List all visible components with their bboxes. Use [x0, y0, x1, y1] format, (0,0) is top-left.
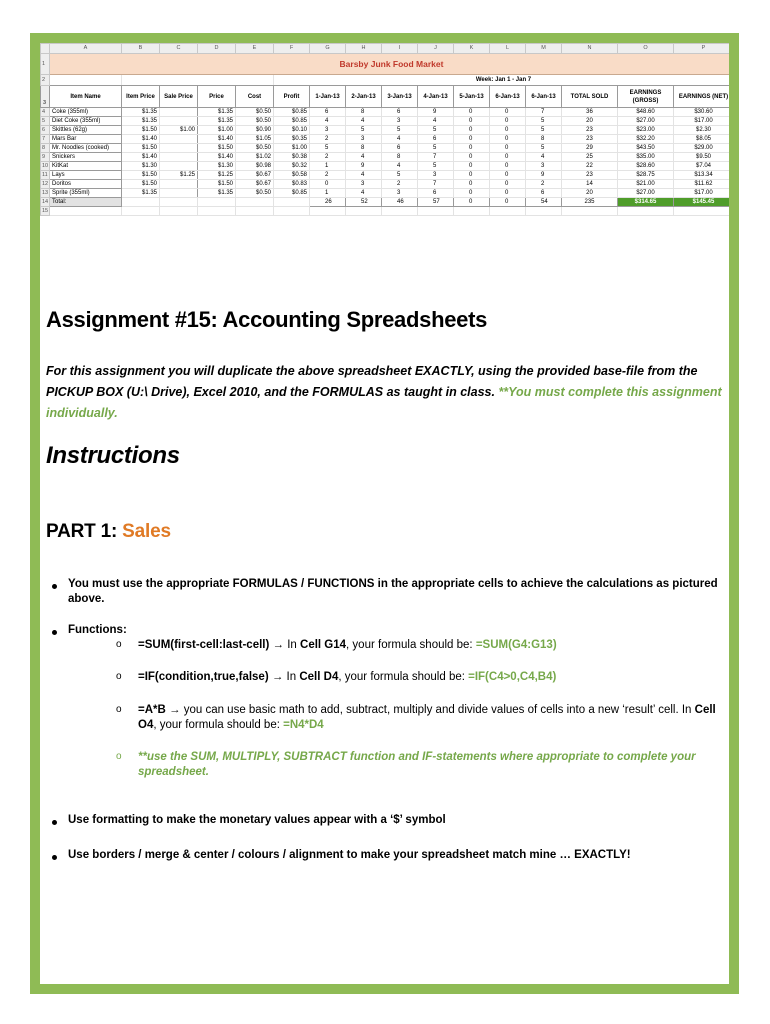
cell[interactable]	[160, 189, 198, 198]
total-cell[interactable]: 235	[562, 198, 618, 207]
cell[interactable]: 0	[454, 144, 490, 153]
cell[interactable]: 22	[562, 162, 618, 171]
total-cell[interactable]: 26	[310, 198, 346, 207]
row-number[interactable]: 7	[41, 135, 50, 144]
cell[interactable]: 5	[526, 144, 562, 153]
total-row	[41, 198, 734, 207]
cell[interactable]	[618, 207, 674, 216]
empty-row	[41, 207, 734, 216]
cell[interactable]: 8	[382, 153, 418, 162]
cell[interactable]: 4	[310, 117, 346, 126]
cell[interactable]: 0	[454, 126, 490, 135]
cell[interactable]: 6	[310, 108, 346, 117]
sheet-title: Barsby Junk Food Market	[50, 54, 734, 75]
cell[interactable]: $1.40	[198, 135, 236, 144]
instructions-heading: Instructions	[46, 442, 180, 469]
cell[interactable]	[160, 108, 198, 117]
cell[interactable]: 2	[526, 180, 562, 189]
cell[interactable]	[160, 162, 198, 171]
cell[interactable]: $35.00	[618, 153, 674, 162]
cell[interactable]: 0	[454, 153, 490, 162]
cell[interactable]: $0.90	[236, 126, 274, 135]
cell[interactable]: 2	[310, 171, 346, 180]
row-number[interactable]: 6	[41, 126, 50, 135]
column-letter[interactable]: H	[346, 44, 382, 54]
cell[interactable]: 4	[346, 171, 382, 180]
cell[interactable]	[236, 207, 274, 216]
cell[interactable]: $1.50	[122, 126, 160, 135]
column-header-row	[41, 44, 734, 54]
cell[interactable]: 9	[346, 162, 382, 171]
column-letter[interactable]: N	[562, 44, 618, 54]
cell[interactable]: $0.35	[274, 135, 310, 144]
cell[interactable]: 4	[382, 162, 418, 171]
cell[interactable]: $1.50	[198, 144, 236, 153]
column-letter[interactable]: A	[50, 44, 122, 54]
cell[interactable]: $1.35	[122, 189, 160, 198]
total-label[interactable]: Total:	[50, 198, 122, 207]
spreadsheet	[40, 43, 729, 216]
cell[interactable]: $0.85	[274, 189, 310, 198]
cell[interactable]: 1	[310, 189, 346, 198]
cell[interactable]: 0	[490, 135, 526, 144]
header-cell[interactable]: Sale Price	[160, 86, 198, 108]
cell[interactable]: 3	[346, 135, 382, 144]
bullet-dot	[52, 820, 57, 825]
cell[interactable]: 6	[418, 189, 454, 198]
cell[interactable]: 5	[310, 144, 346, 153]
week-label: Week: Jan 1 - Jan 7	[274, 75, 734, 86]
row-number[interactable]: 13	[42, 190, 49, 196]
sub-sum: =SUM(first-cell:last-cell) → In Cell G14, your formula should be: =SUM(G4:G13)	[138, 639, 557, 651]
cell[interactable]: 6	[382, 144, 418, 153]
cell[interactable]: $1.25	[160, 171, 198, 180]
cell[interactable]: 0	[490, 144, 526, 153]
data-row	[41, 162, 734, 171]
cell[interactable]: Snickers	[50, 153, 122, 162]
column-letter[interactable]: D	[198, 44, 236, 54]
sub-marker: o	[116, 704, 122, 715]
data-row	[41, 135, 734, 144]
row-number[interactable]: 9	[41, 153, 50, 162]
cell[interactable]: $0.83	[274, 180, 310, 189]
cell[interactable]: 25	[562, 153, 618, 162]
cell[interactable]: 8	[346, 108, 382, 117]
cell[interactable]: $1.02	[236, 153, 274, 162]
cell[interactable]: 5	[382, 126, 418, 135]
cell[interactable]: 0	[490, 117, 526, 126]
cell[interactable]	[346, 207, 382, 216]
cell[interactable]: 0	[454, 171, 490, 180]
cell[interactable]: $1.30	[122, 162, 160, 171]
cell[interactable]: 0	[454, 162, 490, 171]
data-row	[41, 126, 734, 135]
cell[interactable]: $7.04	[674, 162, 734, 171]
cell[interactable]: 0	[454, 135, 490, 144]
part-heading	[46, 521, 171, 543]
header-cell[interactable]: 5-Jan-13	[454, 86, 490, 108]
cell[interactable]: $1.35	[198, 117, 236, 126]
total-cell[interactable]: 54	[526, 198, 562, 207]
cell[interactable]	[160, 207, 198, 216]
cell[interactable]: 1	[310, 162, 346, 171]
cell[interactable]: 5	[382, 171, 418, 180]
row-number[interactable]: 15	[42, 208, 49, 214]
cell[interactable]	[674, 207, 734, 216]
header-cell[interactable]: EARNINGS (NET)	[674, 86, 734, 108]
cell[interactable]: 3	[418, 171, 454, 180]
cell[interactable]: 4	[382, 135, 418, 144]
column-letter[interactable]: K	[454, 44, 490, 54]
data-row	[41, 171, 734, 180]
column-letter[interactable]: O	[618, 44, 674, 54]
cell[interactable]: $0.50	[236, 108, 274, 117]
cell[interactable]: 20	[562, 189, 618, 198]
cell[interactable]: 0	[490, 126, 526, 135]
cell[interactable]: $0.67	[236, 171, 274, 180]
bullet-dot	[52, 584, 57, 589]
column-letter[interactable]: G	[310, 44, 346, 54]
cell[interactable]: $0.85	[274, 117, 310, 126]
page-frame	[30, 33, 739, 994]
header-cell[interactable]: 3-Jan-13	[382, 86, 418, 108]
cell[interactable]	[122, 207, 160, 216]
cell[interactable]: $1.00	[160, 126, 198, 135]
assignment-heading: Assignment #15: Accounting Spreadsheets	[46, 307, 488, 332]
cell[interactable]: $48.60	[618, 108, 674, 117]
cell[interactable]: 7	[526, 108, 562, 117]
row-number[interactable]: 4	[41, 108, 50, 117]
week-row: 2 Week: Jan 1 - Jan 7	[41, 75, 734, 86]
bullet-functions: Functions:	[68, 624, 127, 636]
column-letter[interactable]: L	[490, 44, 526, 54]
cell[interactable]: $1.40	[122, 153, 160, 162]
cell[interactable]: $28.75	[618, 171, 674, 180]
cell[interactable]: 14	[562, 180, 618, 189]
header-cell[interactable]: Cost	[236, 86, 274, 108]
data-row	[41, 144, 734, 153]
cell[interactable]: $0.32	[274, 162, 310, 171]
cell[interactable]: $1.35	[122, 108, 160, 117]
cell[interactable]: 0	[490, 171, 526, 180]
cell[interactable]: 3	[382, 117, 418, 126]
cell[interactable]: $0.98	[236, 162, 274, 171]
sub-marker: o	[116, 639, 122, 650]
cell[interactable]: $27.00	[618, 117, 674, 126]
cell[interactable]: $17.00	[674, 117, 734, 126]
cell[interactable]: $1.35	[122, 117, 160, 126]
cell[interactable]	[236, 198, 274, 207]
cell[interactable]: $1.40	[122, 135, 160, 144]
header-cell[interactable]: Profit	[274, 86, 310, 108]
row-number[interactable]: 12	[42, 181, 49, 187]
cell[interactable]: $23.00	[618, 126, 674, 135]
cell[interactable]	[160, 117, 198, 126]
cell[interactable]: 3	[346, 180, 382, 189]
bullet-formulas: You must use the appropriate FORMULAS / FUNCTIONS in the appropriate cells to achieve the calculations as pictured above.	[68, 578, 718, 605]
cell[interactable]: 6	[382, 108, 418, 117]
column-letter[interactable]: E	[236, 44, 274, 54]
cell[interactable]: 0	[490, 189, 526, 198]
cell[interactable]: 5	[418, 126, 454, 135]
part-sales: Sales	[122, 521, 171, 542]
cell[interactable]: $29.00	[674, 144, 734, 153]
cell[interactable]: Sprite (355ml)	[50, 189, 122, 198]
cell[interactable]: 23	[562, 171, 618, 180]
cell[interactable]	[274, 198, 310, 207]
cell[interactable]	[160, 198, 198, 207]
header-cell[interactable]: 6-Jan-13	[526, 86, 562, 108]
row-number[interactable]: 10	[42, 163, 49, 169]
data-row	[41, 189, 734, 198]
data-row	[41, 117, 734, 126]
title-row: 1 Barsby Junk Food Market	[41, 54, 734, 75]
cell[interactable]	[562, 207, 618, 216]
cell[interactable]: 5	[526, 117, 562, 126]
cell[interactable]: 20	[562, 117, 618, 126]
cell[interactable]: $43.50	[618, 144, 674, 153]
sub-marker: o	[116, 671, 122, 682]
column-letter[interactable]: J	[418, 44, 454, 54]
total-cell[interactable]: $145.45	[674, 198, 734, 207]
cell[interactable]: $8.05	[674, 135, 734, 144]
cell[interactable]: 5	[346, 126, 382, 135]
cell[interactable]: $30.60	[674, 108, 734, 117]
header-cell[interactable]: TOTAL SOLD	[562, 86, 618, 108]
cell[interactable]: 5	[418, 162, 454, 171]
cell[interactable]: KitKat	[50, 162, 122, 171]
cell[interactable]: 6	[418, 135, 454, 144]
cell[interactable]: $32.20	[618, 135, 674, 144]
bullet-dot	[52, 630, 57, 635]
header-cell[interactable]: 1-Jan-13	[310, 86, 346, 108]
cell[interactable]: 6	[526, 189, 562, 198]
column-letter[interactable]: F	[274, 44, 310, 54]
cell[interactable]: Doritos	[50, 180, 122, 189]
cell[interactable]: 4	[526, 153, 562, 162]
row-number[interactable]: 11	[42, 172, 48, 178]
header-cell[interactable]: 4-Jan-13	[418, 86, 454, 108]
cell[interactable]: 5	[418, 144, 454, 153]
header-cell[interactable]: Price	[198, 86, 236, 108]
cell[interactable]: Diet Coke (355ml)	[50, 117, 122, 126]
cell[interactable]: $9.50	[674, 153, 734, 162]
cell[interactable]: $1.30	[198, 162, 236, 171]
cell[interactable]	[50, 207, 122, 216]
sub-if: =IF(condition,true,false) → In Cell D4, your formula should be: =IF(C4>0,C4,B4)	[138, 671, 557, 683]
cell[interactable]: 4	[346, 189, 382, 198]
cell[interactable]	[160, 144, 198, 153]
cell[interactable]: 0	[310, 180, 346, 189]
intro-paragraph	[46, 361, 730, 424]
row-number[interactable]: 14	[42, 199, 49, 205]
cell[interactable]: $1.50	[122, 144, 160, 153]
total-cell[interactable]: $314.65	[618, 198, 674, 207]
cell[interactable]: 9	[418, 108, 454, 117]
cell[interactable]: 2	[310, 153, 346, 162]
cell[interactable]: 23	[562, 126, 618, 135]
cell[interactable]: 0	[454, 180, 490, 189]
sub-marker: o	[116, 751, 122, 762]
cell[interactable]	[454, 207, 490, 216]
column-letter[interactable]: M	[526, 44, 562, 54]
cell[interactable]: $28.60	[618, 162, 674, 171]
total-cell[interactable]: 46	[382, 198, 418, 207]
row-number[interactable]: 8	[41, 144, 50, 153]
cell[interactable]: 0	[490, 162, 526, 171]
cell[interactable]	[418, 207, 454, 216]
cell[interactable]: 2	[310, 135, 346, 144]
cell[interactable]: $27.00	[618, 189, 674, 198]
cell[interactable]	[526, 207, 562, 216]
cell[interactable]: $0.58	[274, 171, 310, 180]
bullet-formatting: Use formatting to make the monetary values appear with a ‘$’ symbol	[68, 814, 446, 826]
cell[interactable]: 4	[418, 117, 454, 126]
data-row	[41, 153, 734, 162]
cell[interactable]	[160, 153, 198, 162]
header-cell[interactable]: Item Price	[122, 86, 160, 108]
cell[interactable]: $1.35	[198, 189, 236, 198]
cell[interactable]: Mars Bar	[50, 135, 122, 144]
cell[interactable]: 3	[310, 126, 346, 135]
cell[interactable]	[160, 180, 198, 189]
sub-note: **use the SUM, MULTIPLY, SUBTRACT function and IF-statements where appropriate to complete your spreadsheet.	[138, 751, 696, 778]
cell[interactable]: 7	[418, 153, 454, 162]
cell[interactable]: 0	[490, 108, 526, 117]
cell[interactable]: 29	[562, 144, 618, 153]
data-row	[41, 180, 734, 189]
cell[interactable]	[122, 198, 160, 207]
cell[interactable]: 8	[346, 144, 382, 153]
bullet-borders: Use borders / merge & center / colours / alignment to make your spreadsheet match mine … EXACTLY!	[68, 849, 631, 861]
cell[interactable]: Skittles (62g)	[50, 126, 122, 135]
part-label: PART 1:	[46, 521, 123, 542]
column-letter[interactable]: C	[160, 44, 198, 54]
cell[interactable]: Coke (355ml)	[50, 108, 122, 117]
data-row	[41, 108, 734, 117]
cell[interactable]: $0.67	[236, 180, 274, 189]
cell[interactable]	[382, 207, 418, 216]
cell[interactable]: 0	[454, 108, 490, 117]
cell[interactable]: $1.05	[236, 135, 274, 144]
header-row: 3 Item Name Item Price Sale Price Price Cost Profit 1-Jan-13 2-Jan-13 3-Jan-13 4-Jan-13 5-Jan-13 6-Jan-13 6-Jan-13 TOTAL SOLD EARNINGS (GROSS) EARNINGS (NET)	[41, 86, 734, 108]
bullet-dot	[52, 855, 57, 860]
cell[interactable]: 3	[526, 162, 562, 171]
cell[interactable]: 4	[346, 153, 382, 162]
cell[interactable]: 5	[526, 126, 562, 135]
column-letter[interactable]: I	[382, 44, 418, 54]
cell[interactable]: 0	[490, 153, 526, 162]
cell[interactable]: 0	[454, 189, 490, 198]
cell[interactable]: 0	[454, 117, 490, 126]
total-cell[interactable]: 0	[454, 198, 490, 207]
cell[interactable]: 36	[562, 108, 618, 117]
cell[interactable]: $1.50	[198, 180, 236, 189]
cell[interactable]: Lays	[50, 171, 122, 180]
cell[interactable]: 23	[562, 135, 618, 144]
cell[interactable]: $1.40	[198, 153, 236, 162]
cell[interactable]: $17.00	[674, 189, 734, 198]
header-cell[interactable]: Item Name	[50, 86, 122, 108]
cell[interactable]: 4	[346, 117, 382, 126]
cell[interactable]: $0.10	[274, 126, 310, 135]
intro-text: For this assignment you will duplicate the above spreadsheet EXACTLY, using the provided base-file from the PICKUP BOX (U:\ Drive), Excel 2010, and the FORMULAS as taught in class.	[46, 364, 698, 399]
sub-math: =A*B → you can use basic math to add, subtract, multiply and divide values of cells into a new ‘result’ cell. In Cell O4, your formula should be: =N4*D4	[138, 704, 716, 731]
total-cell[interactable]: 0	[490, 198, 526, 207]
cell[interactable]: $0.50	[236, 117, 274, 126]
cell[interactable]: $1.00	[198, 126, 236, 135]
cell[interactable]: 0	[490, 180, 526, 189]
cell[interactable]: Mr. Noodles (cooked)	[50, 144, 122, 153]
cell[interactable]: $21.00	[618, 180, 674, 189]
cell[interactable]: 3	[382, 189, 418, 198]
cell[interactable]: 8	[526, 135, 562, 144]
column-letter[interactable]: B	[122, 44, 160, 54]
total-cell[interactable]: 57	[418, 198, 454, 207]
header-cell[interactable]: 2-Jan-13	[346, 86, 382, 108]
row-number[interactable]: 5	[41, 117, 50, 126]
cell[interactable]: $0.38	[274, 153, 310, 162]
cell[interactable]	[490, 207, 526, 216]
cell[interactable]: $0.50	[236, 144, 274, 153]
total-cell[interactable]: 52	[346, 198, 382, 207]
column-letter[interactable]: P	[674, 44, 734, 54]
cell[interactable]: $11.62	[674, 180, 734, 189]
cell[interactable]: $13.34	[674, 171, 734, 180]
cell[interactable]	[198, 198, 236, 207]
intro-green-note: **You must complete this assignment individually.	[46, 385, 722, 420]
cell[interactable]: $1.25	[198, 171, 236, 180]
header-cell[interactable]: 6-Jan-13	[490, 86, 526, 108]
cell[interactable]: 9	[526, 171, 562, 180]
cell[interactable]: $1.50	[122, 171, 160, 180]
cell[interactable]: $0.85	[274, 108, 310, 117]
cell[interactable]: 7	[418, 180, 454, 189]
cell[interactable]: $0.50	[236, 189, 274, 198]
cell[interactable]	[310, 207, 346, 216]
cell[interactable]	[274, 207, 310, 216]
cell[interactable]	[160, 135, 198, 144]
cell[interactable]	[198, 207, 236, 216]
cell[interactable]: $1.00	[274, 144, 310, 153]
cell[interactable]: 2	[382, 180, 418, 189]
cell[interactable]: $1.35	[198, 108, 236, 117]
cell[interactable]: $2.30	[674, 126, 734, 135]
cell[interactable]: $1.50	[122, 180, 160, 189]
header-cell[interactable]: EARNINGS (GROSS)	[618, 86, 674, 108]
